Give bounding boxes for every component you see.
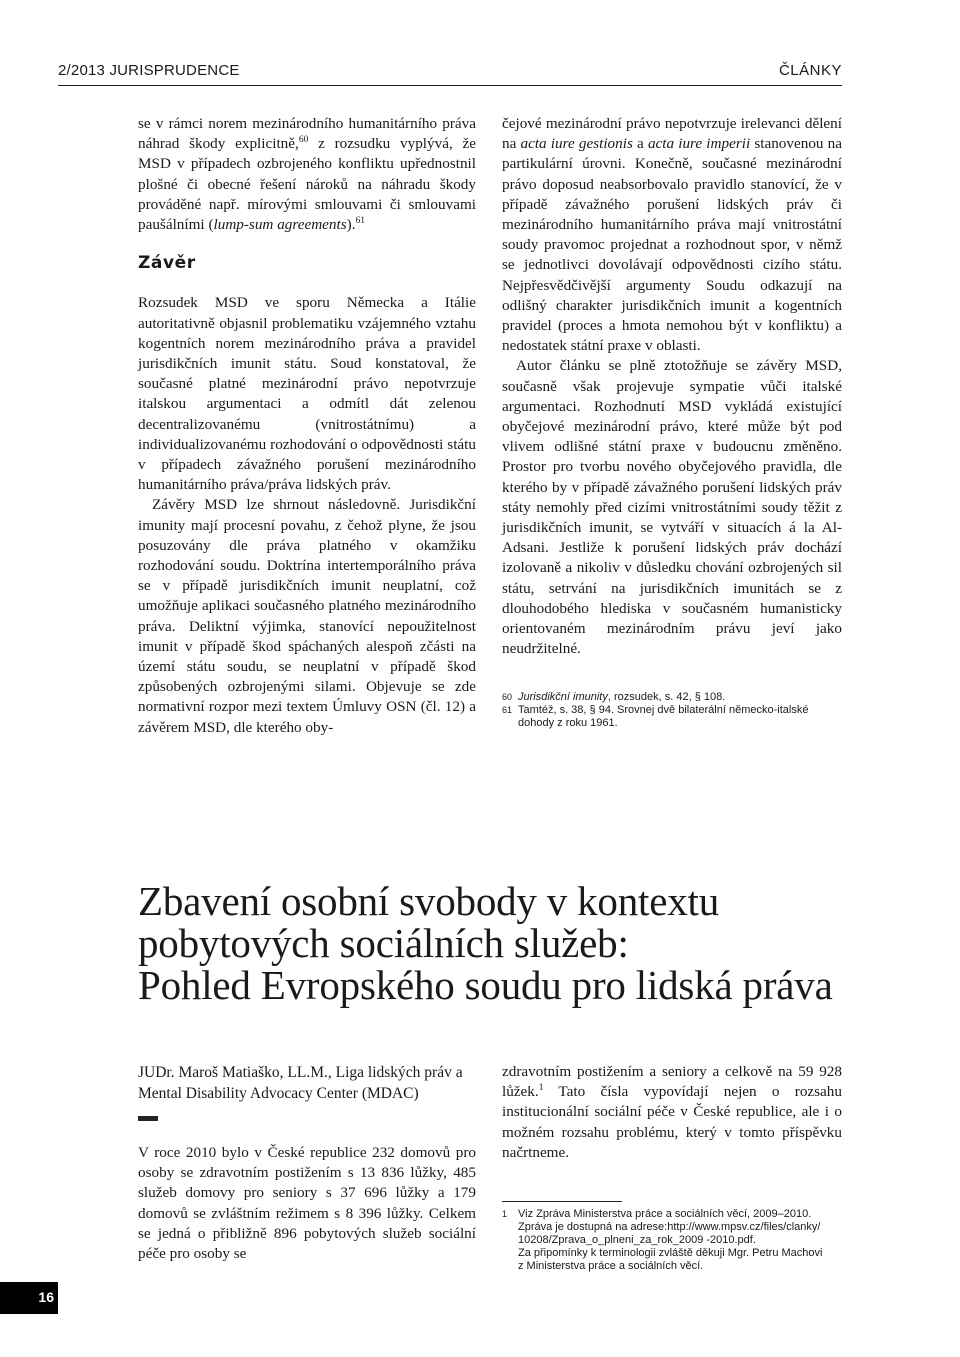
left-column-top xyxy=(138,114,476,738)
header-rule xyxy=(58,85,842,86)
paragraph: zdravotním postižením a seniory a celkově na 59 928 lůžek.$^1$ Tato čísla vypovídají nejen o rozsahu institucionální sociální péče v České republice, ale i o možném rozsahu problému, který v tomto příspěvku načrtneme. xyxy=(502,1063,842,1161)
left-column-bottom xyxy=(138,1062,476,1264)
footnotes xyxy=(502,691,842,730)
footnote-ref-60[interactable]: 60 xyxy=(298,135,309,146)
footnote-1: 1 Viz Zpráva Ministerstva práce a sociálních věcí, 2009–2010. Zpráva je dostupná na adrese:http://www.mpsv.cz/files/clanky/ 10208/Zprava_o_plneni_za_rok_2009 -2010.pdf. Za připomínky k terminologii zvláště děkuji Mgr. Petru Machovi z Ministerstva práce a sociálních věcí. xyxy=(502,1208,823,1273)
paragraph: Závěry MSD lze shrnout následovně. Jurisdikční imunity mají procesní povahu, z čehož plyne, že jsou posuzovány dle práva platného v okamžiku rozhodování soudu. Doktrína intertemporálního práva se v případě jurisdikčních imunit neuplatní, což umožňuje aplikaci současného platného mezinárodního práva. Deliktní výjimka, stanovící nepoužitelnost imunit v případě škod spáchaných alespoň zčásti na území státu soudu, se neuplatní v případě škod způsobených ozbrojenými silami. Objevuje se zde normativní rozpor mezi textem Úmluvy OSN (čl. 12) a závěrem MSD, dle kterého oby- xyxy=(138,496,476,736)
right-column-bottom xyxy=(502,1062,842,1273)
divider-dash xyxy=(138,1116,158,1121)
journal-issue: 2/2013 JURISPRUDENCE xyxy=(58,62,240,79)
footnote-ref-61[interactable]: 61 xyxy=(355,215,366,226)
paragraph: čejové mezinárodní právo nepotvrzuje irelevanci dělení na acta iure gestionis a acta iure imperii stanovenou na partikulární úrovni. Konečně, současné mezinárodní právo doposud neabsorbovalo pravidlo stanovící, že v případě závažného porušení lidských práv či mezinárodního humanitárního práva mají vnitrostátní soudy pravomoc projednat a rozhodnout spor, v němž se jednotlivci dovolávají odpovědnosti cizího státu. Nejpřesvědčivější argumenty Soudu odkazují na odlišný charakter jurisdikčních imunit a kogentních pravidel (proces a hmota nemohou být v konfliktu) a nedostatek státní praxe v oblasti. xyxy=(502,115,842,355)
running-header xyxy=(58,56,842,86)
footnote-61: 61 Tamtéž, s. 38, § 94. Srovnej dvě bilaterální německo-italské dohody z roku 1961. xyxy=(502,704,809,730)
paragraph: se v rámci norem mezinárodního humanitárního práva náhrad škody explicitně,$^{60}$ z rozsudku vyplývá, že MSD v případech ozbrojeného konfliktu upřednostnil plošné či obecné řešení nároků na náhradu škody prováděné např. mírovými smlouvami či smlouvami paušálními (lump-sum agreements).$^{61}$ xyxy=(138,115,476,234)
footnote-ref-1[interactable]: 1 xyxy=(538,1083,544,1094)
paragraph: V roce 2010 bylo v České republice 232 domovů pro osoby se zdravotním postižením s 13 836 lůžky, 485 služeb domovy pro seniory s 37 696 lůžky a 179 domovů se zvláštním režimem s 8 396 lůžky. Celkem se jedná o přibližně 896 pobytových služeb sociální péče pro osoby se xyxy=(138,1144,476,1263)
footnote-60: 60 Jurisdikční imunity, rozsudek, s. 42, § 108. xyxy=(502,691,726,704)
footnotes xyxy=(502,1208,842,1273)
right-column-top xyxy=(502,114,842,730)
page-number: 16 xyxy=(38,1289,54,1305)
section-heading: Závěr xyxy=(138,253,196,274)
section-name: ČLÁNKY xyxy=(778,62,842,79)
paragraph: Autor článku se plně ztotožňuje se závěry MSD, současně však projevuje sympatie vůči italské argumentaci. Rozhodnutí MSD vykládá existující obyčejové mezinárodní právo, které může být pod vlivem odlišné státní praxe v budoucnu změněno. Prostor pro tvorbu nového obyčejového pravidla, dle kterého by v případě závažného porušení lidských práv státy nemohly před cizími vnitrostátními soudy těžit z jurisdikčních imunit, se vytváří v situacích á la Al-Adsani. Jestliže k porušení lidských práv dochází izolovaně a nikoliv v důsledku chování ozbrojených sil státu, setrvání na jurisdikčních imunitách se z dlouhodobého hlediska v současném humanisticky orientovaném mezinárodním právu jeví jako neudržitelné. xyxy=(502,357,842,658)
author-byline: JUDr. Maroš Matiaško, LL.M., Liga lidských práv a Mental Disability Advocacy Center (MDAC) xyxy=(138,1064,463,1102)
paragraph: Rozsudek MSD ve sporu Německa a Itálie autoritativně objasnil problematiku vzájemného vztahu kogentních norem mezinárodního práva a pravidel jurisdikčních imunit státu. Soud konstatoval, že současné platné mezinárodní právo nepotvrzuje italskou argumentaci a odmítl dát zelenou decentralizovanému (vnitrostátnímu) a individualizovanému rozhodování o odpovědnosti státu v případech závažného porušení mezinárodního humanitárního práva/práva lidských práv. xyxy=(138,294,476,494)
article-title: Zbavení osobní svobody v kontextu pobytových sociálních služeb: Pohled Evropského soudu pro lidská práva xyxy=(138,878,833,1008)
page-number-tab xyxy=(0,1282,58,1314)
footnote-rule xyxy=(502,1201,622,1202)
